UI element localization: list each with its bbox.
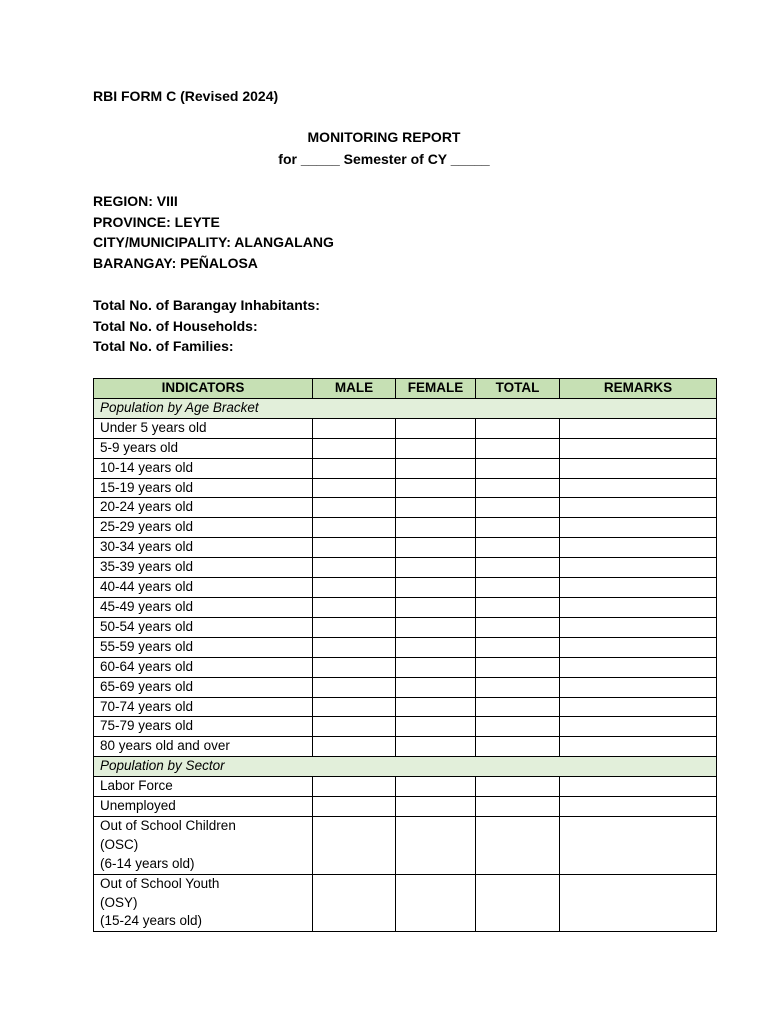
total-cell[interactable] [476,874,560,932]
female-cell[interactable] [396,518,476,538]
female-cell[interactable] [396,498,476,518]
indicator-line: (6-14 years old) [100,855,195,871]
table-row [94,597,717,617]
male-cell[interactable] [313,458,396,478]
table-row [94,498,717,518]
indicator-cell: 40-44 years old [94,578,313,598]
remarks-cell[interactable] [560,478,717,498]
remarks-cell[interactable] [560,697,717,717]
female-cell[interactable] [396,617,476,637]
remarks-cell[interactable] [560,498,717,518]
indicator-cell: 70-74 years old [94,697,313,717]
remarks-cell[interactable] [560,558,717,578]
header-female: FEMALE [396,379,476,399]
indicator-cell: 55-59 years old [94,637,313,657]
male-cell[interactable] [313,617,396,637]
header-indicators: INDICATORS [94,379,313,399]
total-cell[interactable] [476,617,560,637]
remarks-cell[interactable] [560,657,717,677]
remarks-cell[interactable] [560,717,717,737]
female-cell[interactable] [396,558,476,578]
table-row [94,578,717,598]
table-row [94,418,717,438]
section-row [94,757,717,777]
female-cell[interactable] [396,637,476,657]
female-cell[interactable] [396,697,476,717]
total-cell[interactable] [476,797,560,817]
remarks-cell[interactable] [560,737,717,757]
section-row [94,398,717,418]
table-row [94,558,717,578]
total-cell[interactable] [476,777,560,797]
total-cell[interactable] [476,816,560,874]
female-cell[interactable] [396,597,476,617]
male-cell[interactable] [313,677,396,697]
female-cell[interactable] [396,478,476,498]
male-cell[interactable] [313,797,396,817]
total-cell[interactable] [476,498,560,518]
report-subtitle: for _____ Semester of CY _____ [278,151,490,167]
indicator-cell [94,874,313,932]
total-cell[interactable] [476,478,560,498]
header-remarks: REMARKS [560,379,717,399]
table-row [94,777,717,797]
remarks-cell[interactable] [560,538,717,558]
male-cell[interactable] [313,657,396,677]
header-male: MALE [313,379,396,399]
male-cell[interactable] [313,597,396,617]
total-cell[interactable] [476,578,560,598]
table-row [94,538,717,558]
male-cell[interactable] [313,777,396,797]
table-row [94,478,717,498]
table-row [94,816,717,874]
monitoring-table [93,378,717,932]
indicator-line: (OSY) [100,894,138,910]
table-row [94,717,717,737]
table-row [94,617,717,637]
female-cell[interactable] [396,777,476,797]
indicator-cell: 60-64 years old [94,657,313,677]
female-cell[interactable] [396,458,476,478]
indicator-cell: 80 years old and over [94,737,313,757]
region-line: REGION: VIII [93,193,178,209]
total-families-line: Total No. of Families: [93,338,234,355]
male-cell[interactable] [313,478,396,498]
total-cell[interactable] [476,737,560,757]
indicator-line: (15-24 years old) [100,913,203,929]
total-inhabitants-line: Total No. of Barangay Inhabitants: [93,297,320,313]
remarks-cell[interactable] [560,874,717,932]
female-cell[interactable] [396,418,476,438]
report-title: MONITORING REPORT [307,129,461,145]
remarks-cell[interactable] [560,458,717,478]
total-cell[interactable] [476,438,560,458]
total-cell[interactable] [476,677,560,697]
table-row [94,637,717,657]
form-code: RBI FORM C (Revised 2024) [93,88,279,104]
remarks-cell[interactable] [560,777,717,797]
male-cell[interactable] [313,874,396,932]
total-households-line: Total No. of Households: [93,317,258,334]
total-cell[interactable] [476,597,560,617]
table-row [94,458,717,478]
location-block [93,191,334,274]
table-row [94,657,717,677]
total-cell[interactable] [476,637,560,657]
male-cell[interactable] [313,816,396,874]
province-line: PROVINCE: LEYTE [93,213,220,230]
male-cell[interactable] [313,578,396,598]
table-row [94,697,717,717]
male-cell[interactable] [313,697,396,717]
indicator-line: Out of School Children [100,817,236,833]
male-cell[interactable] [313,438,396,458]
total-cell[interactable] [476,538,560,558]
remarks-cell[interactable] [560,418,717,438]
table-body [94,398,717,931]
female-cell[interactable] [396,717,476,737]
indicator-cell: 65-69 years old [94,677,313,697]
indicator-cell: 5-9 years old [94,438,313,458]
indicator-line: (OSC) [100,836,139,852]
female-cell[interactable] [396,657,476,677]
female-cell[interactable] [396,538,476,558]
indicator-cell: 25-29 years old [94,518,313,538]
indicator-cell: 30-34 years old [94,538,313,558]
indicator-cell: 50-54 years old [94,617,313,637]
total-cell[interactable] [476,518,560,538]
indicator-cell: 10-14 years old [94,458,313,478]
header-total: TOTAL [476,379,560,399]
indicator-cell: 45-49 years old [94,597,313,617]
remarks-cell[interactable] [560,438,717,458]
male-cell[interactable] [313,538,396,558]
male-cell[interactable] [313,418,396,438]
female-cell[interactable] [396,737,476,757]
female-cell[interactable] [396,438,476,458]
totals-block [93,295,320,357]
remarks-cell[interactable] [560,617,717,637]
remarks-cell[interactable] [560,797,717,817]
indicator-cell: Unemployed [94,797,313,817]
table-row [94,518,717,538]
remarks-cell[interactable] [560,677,717,697]
barangay-line: BARANGAY: PEÑALOSA [93,255,258,272]
female-cell[interactable] [396,816,476,874]
table-row [94,677,717,697]
remarks-cell[interactable] [560,597,717,617]
male-cell[interactable] [313,737,396,757]
female-cell[interactable] [396,578,476,598]
remarks-cell[interactable] [560,518,717,538]
indicator-cell: Labor Force [94,777,313,797]
header-row [94,379,717,399]
table-row [94,874,717,932]
total-cell[interactable] [476,418,560,438]
indicator-cell: 75-79 years old [94,717,313,737]
female-cell[interactable] [396,677,476,697]
male-cell[interactable] [313,558,396,578]
total-cell[interactable] [476,558,560,578]
remarks-cell[interactable] [560,578,717,598]
section-title: Population by Sector [94,757,717,777]
table-row [94,797,717,817]
female-cell[interactable] [396,797,476,817]
male-cell[interactable] [313,518,396,538]
total-cell[interactable] [476,458,560,478]
total-cell[interactable] [476,697,560,717]
indicator-cell: Under 5 years old [94,418,313,438]
indicator-cell: 20-24 years old [94,498,313,518]
table-row [94,438,717,458]
male-cell[interactable] [313,717,396,737]
male-cell[interactable] [313,637,396,657]
remarks-cell[interactable] [560,816,717,874]
indicator-line: Out of School Youth [100,875,220,891]
indicator-cell: 35-39 years old [94,558,313,578]
indicator-cell: 15-19 years old [94,478,313,498]
male-cell[interactable] [313,498,396,518]
female-cell[interactable] [396,874,476,932]
indicator-cell [94,816,313,874]
remarks-cell[interactable] [560,637,717,657]
city-municipality-line: CITY/MUNICIPALITY: ALANGALANG [93,234,334,251]
total-cell[interactable] [476,657,560,677]
table-row [94,737,717,757]
section-title: Population by Age Bracket [94,398,717,418]
total-cell[interactable] [476,717,560,737]
